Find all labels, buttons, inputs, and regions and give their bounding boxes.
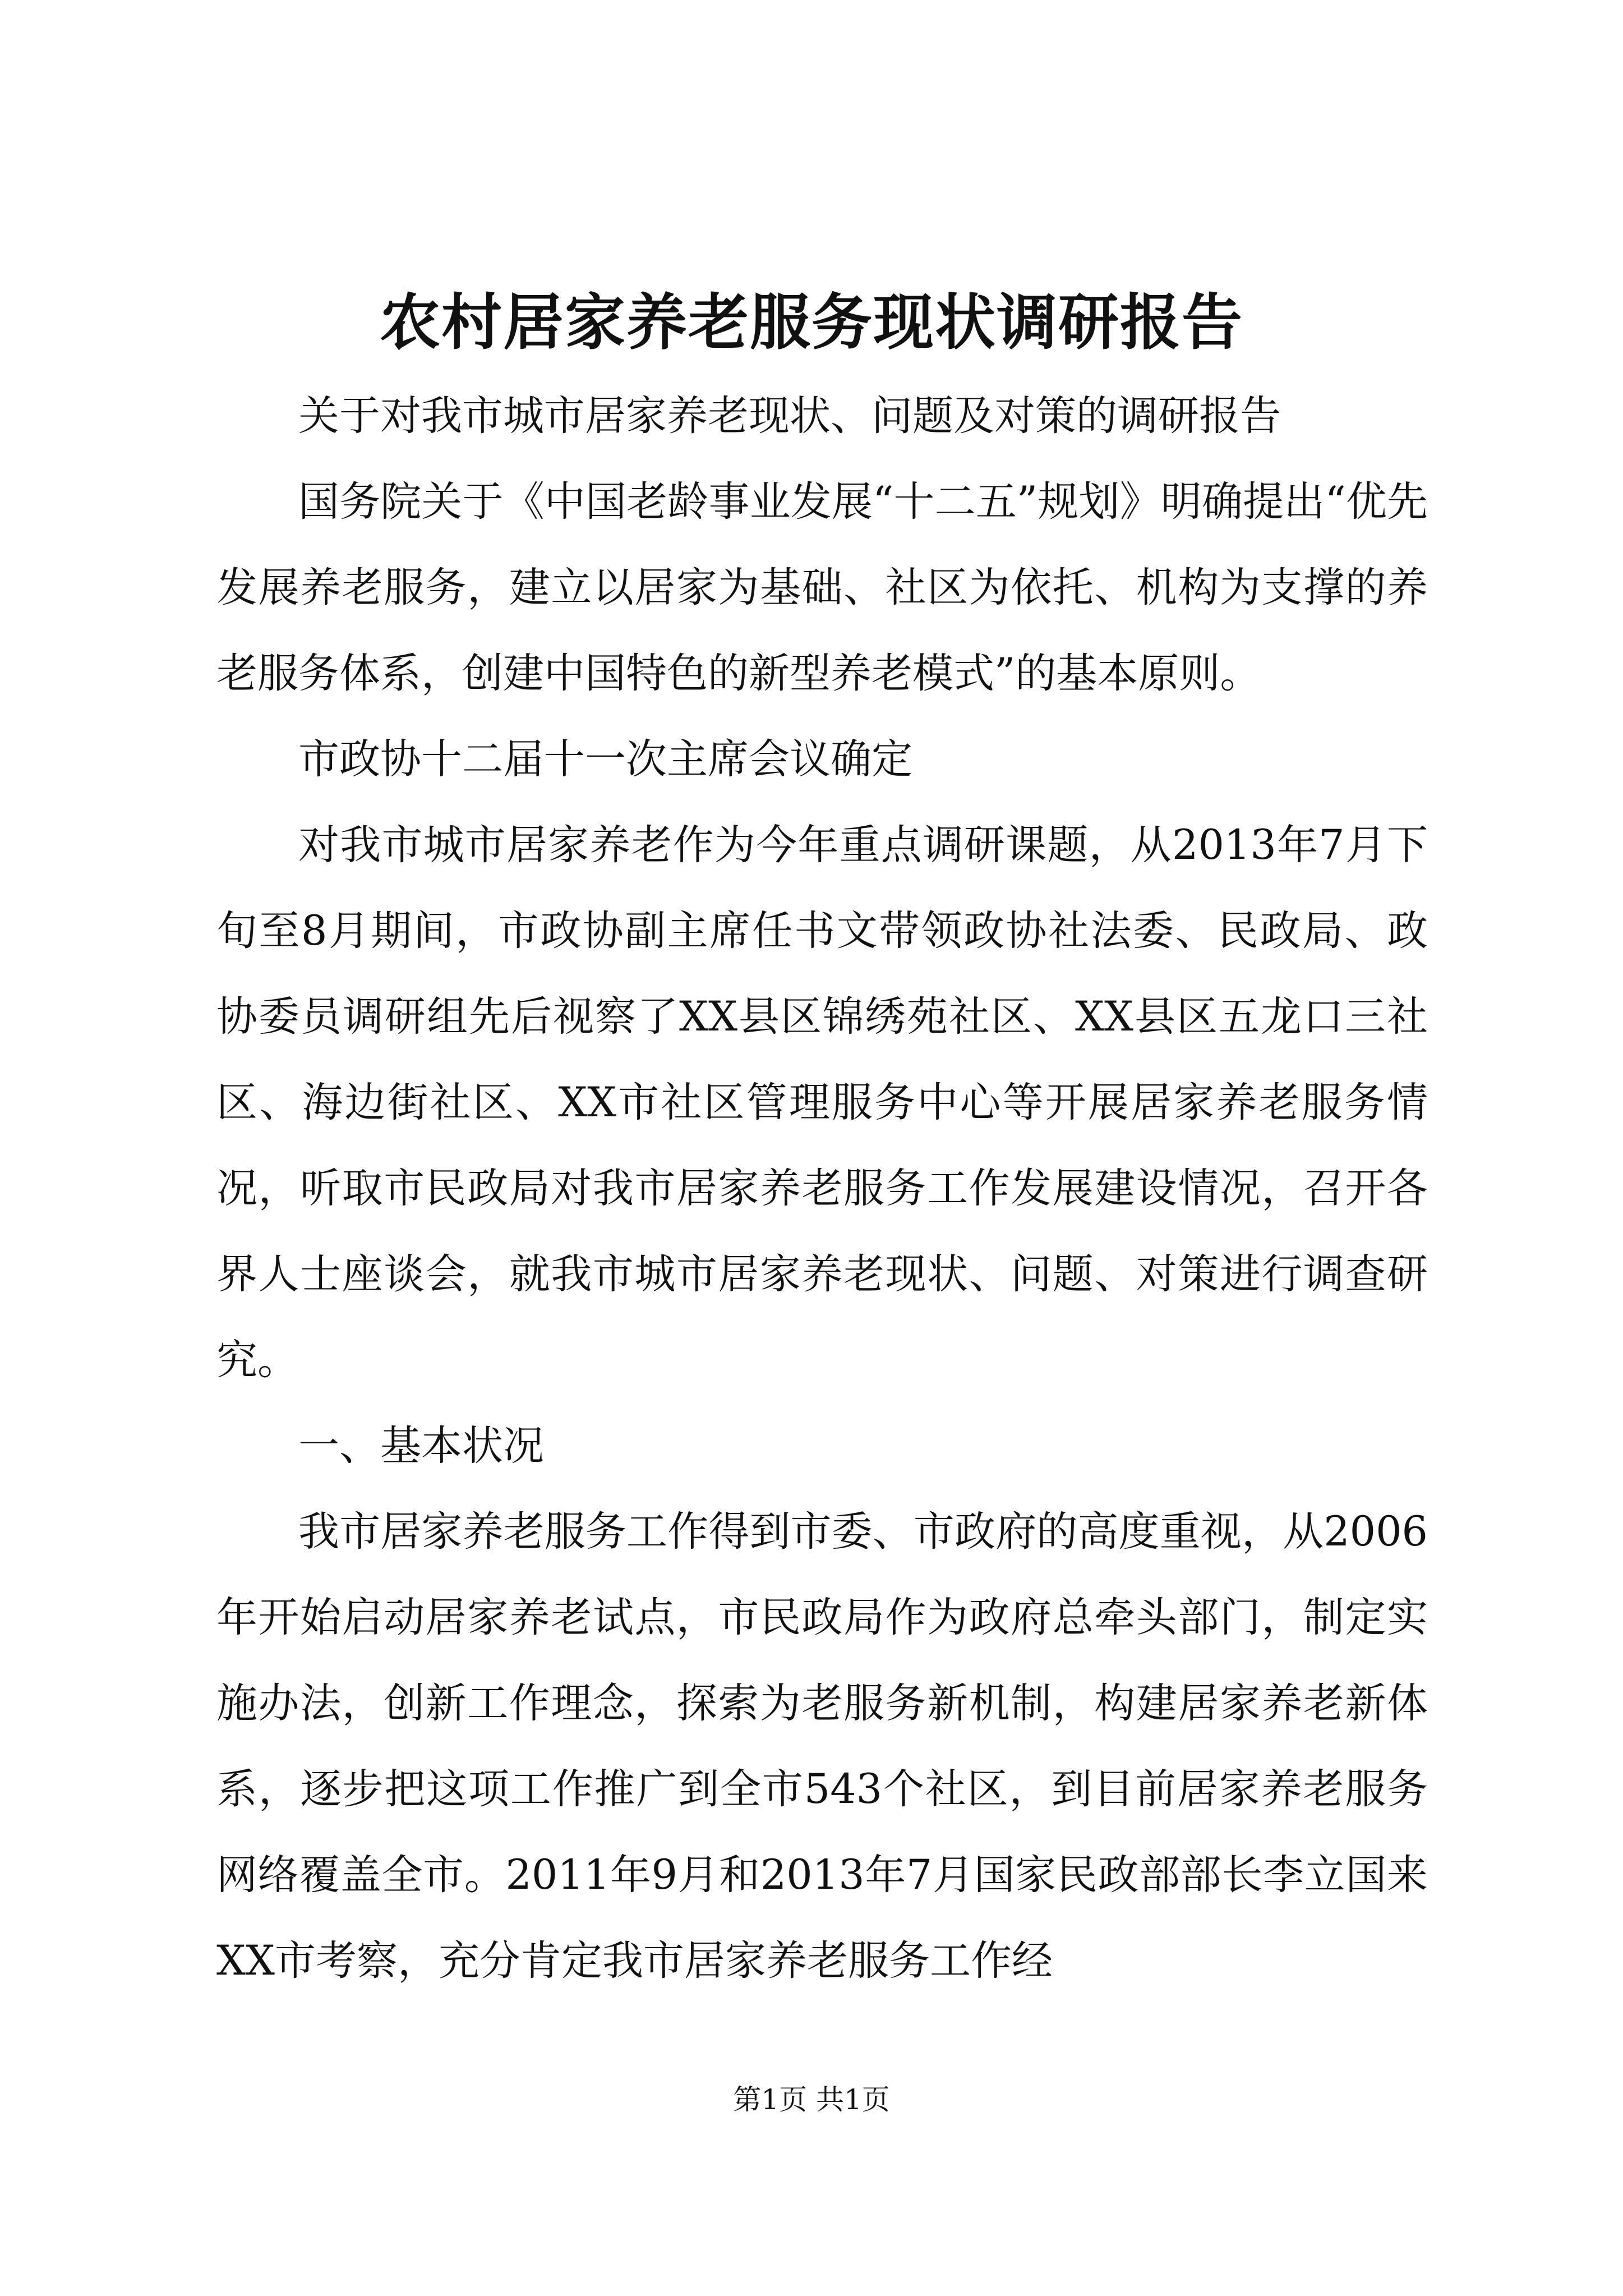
paragraph-subtitle: 关于对我市城市居家养老现状、问题及对策的调研报告 xyxy=(298,392,1281,440)
paragraph-survey: 对我市城市居家养老作为今年重点调研课题，从2013年7月下旬至8月期间，市政协副主席任书文带领政协社法委、民政局、政协委员调研组先后视察了XX县区锦绣苑社区、XX县区五龙口三社区、海边街社区、XX市社区管理服务中心等开展居家养老服务情况，听取市民政局对我市居家养老服务工作发展建设情况，召开各界人士座谈会，就我市城市居家养老现状、问题、对策进行调查研究。 xyxy=(216,821,1428,1384)
page-footer: 第1页 共1页 xyxy=(733,2083,890,2116)
paragraph-basic-status: 我市居家养老服务工作得到市委、市政府的高度重视，从2006年开始启动居家养老试点，市民政局作为政府总牵头部门，制定实施办法，创新工作理念，探索为老服务新机制，构建居家养老新体系，逐步把这项工作推广到全市543个社区，到目前居家养老服务网络覆盖全市。2011年9月和2013年7月国家民政部部长李立国来XX市考察，充分肯定我市居家养老服务工作经 xyxy=(216,1508,1428,1985)
document-title: 农村居家养老服务现状调研报告 xyxy=(379,287,1243,358)
document-body xyxy=(216,373,1428,2004)
section-heading-basic-status: 一、基本状况 xyxy=(298,1422,544,1470)
paragraph-policy: 国务院关于《中国老龄事业发展“十二五”规划》明确提出“优先发展养老服务，建立以居家为基础、社区为依托、机构为支撑的养老服务体系，创建中国特色的新型养老模式”的基本原则。 xyxy=(216,478,1428,697)
paragraph-meeting: 市政协十二届十一次主席会议确定 xyxy=(298,735,912,783)
